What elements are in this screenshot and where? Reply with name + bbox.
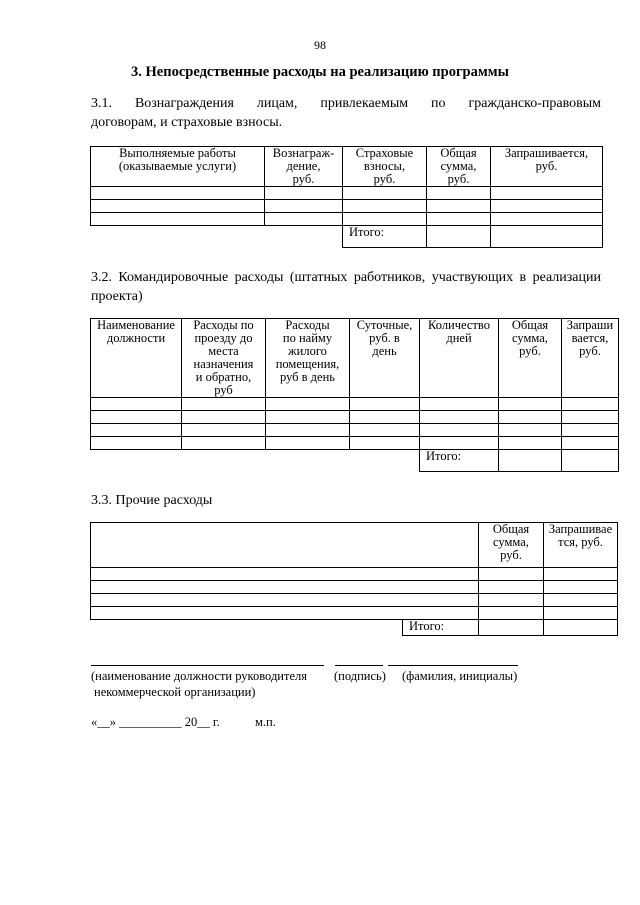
table-row bbox=[91, 187, 603, 200]
total-label: Итого: bbox=[420, 450, 499, 472]
section-3-1-line1: 3.1. Вознаграждения лицам, привлекаемым по гражданско-правовым bbox=[91, 96, 601, 111]
header-total-sum: Общая сумма, руб. bbox=[427, 147, 491, 187]
total-label: Итого: bbox=[403, 620, 479, 636]
name-caption: (фамилия, инициалы) bbox=[402, 669, 518, 683]
section-title: 3. Непосредственные расходы на реализацию программы bbox=[131, 64, 509, 80]
header-requested: Запрашивае тся, руб. bbox=[544, 523, 618, 568]
header-requested: Запраши вается, руб. bbox=[562, 319, 619, 398]
table-row bbox=[91, 581, 618, 594]
stamp-place: м.п. bbox=[255, 715, 276, 729]
header-works: Выполняемые работы (оказываемые услуги) bbox=[91, 147, 265, 187]
header-requested: Запрашивается, руб. bbox=[491, 147, 603, 187]
table-3-3 bbox=[90, 522, 618, 636]
header-days: Количество дней bbox=[420, 319, 499, 398]
position-caption: (наименование должности руководителя bbox=[91, 669, 307, 683]
month-blank[interactable]: __________ bbox=[119, 715, 182, 729]
table-row bbox=[91, 437, 619, 450]
table-3-1 bbox=[90, 146, 603, 248]
table-row bbox=[91, 424, 619, 437]
header-insurance: Страховые взносы, руб. bbox=[343, 147, 427, 187]
table-3-1-total-row bbox=[91, 226, 603, 248]
signature-caption: (подпись) bbox=[334, 669, 386, 683]
header-reward: Вознаграж- дение, руб. bbox=[265, 147, 343, 187]
table-row bbox=[91, 568, 618, 581]
table-row bbox=[91, 398, 619, 411]
table-3-3-header-row bbox=[91, 523, 618, 568]
position-caption-2: некоммерческой организации) bbox=[94, 685, 256, 699]
header-position: Наименование должности bbox=[91, 319, 182, 398]
table-3-2 bbox=[90, 318, 619, 472]
header-total-sum: Общая сумма, руб. bbox=[499, 319, 562, 398]
table-row bbox=[91, 607, 618, 620]
table-row bbox=[91, 411, 619, 424]
section-3-2-line2: проекта) bbox=[91, 289, 143, 304]
section-3-1-line2: договорам, и страховые взносы. bbox=[91, 115, 283, 130]
year-blank[interactable]: __ bbox=[197, 715, 210, 729]
name-signature-line[interactable] bbox=[388, 665, 518, 666]
table-3-3-total-row bbox=[91, 620, 618, 636]
day-blank[interactable]: __ bbox=[97, 715, 110, 729]
table-3-2-header-row bbox=[91, 319, 619, 398]
header-travel-costs: Расходы по проезду до места назначения и обратно, руб bbox=[182, 319, 266, 398]
table-row bbox=[91, 200, 603, 213]
section-3-2-line1: 3.2. Командировочные расходы (штатных работников, участвующих в реализации bbox=[91, 270, 601, 285]
signature-line[interactable] bbox=[335, 665, 383, 666]
page-number: 98 bbox=[314, 38, 326, 52]
table-3-1-header-row bbox=[91, 147, 603, 187]
header-accommodation: Расходы по найму жилого помещения, руб в день bbox=[266, 319, 350, 398]
table-3-2-total-row bbox=[91, 450, 619, 472]
position-signature-line[interactable] bbox=[91, 665, 324, 666]
header-per-diem: Суточные, руб. в день bbox=[350, 319, 420, 398]
total-label: Итого: bbox=[343, 226, 427, 248]
table-row bbox=[91, 594, 618, 607]
header-total-sum: Общая сумма, руб. bbox=[479, 523, 544, 568]
header-expense-name bbox=[91, 523, 479, 568]
table-row bbox=[91, 213, 603, 226]
date-line: «__» __________ 20__ г. bbox=[91, 715, 220, 729]
section-3-3-heading: 3.3. Прочие расходы bbox=[91, 493, 213, 508]
